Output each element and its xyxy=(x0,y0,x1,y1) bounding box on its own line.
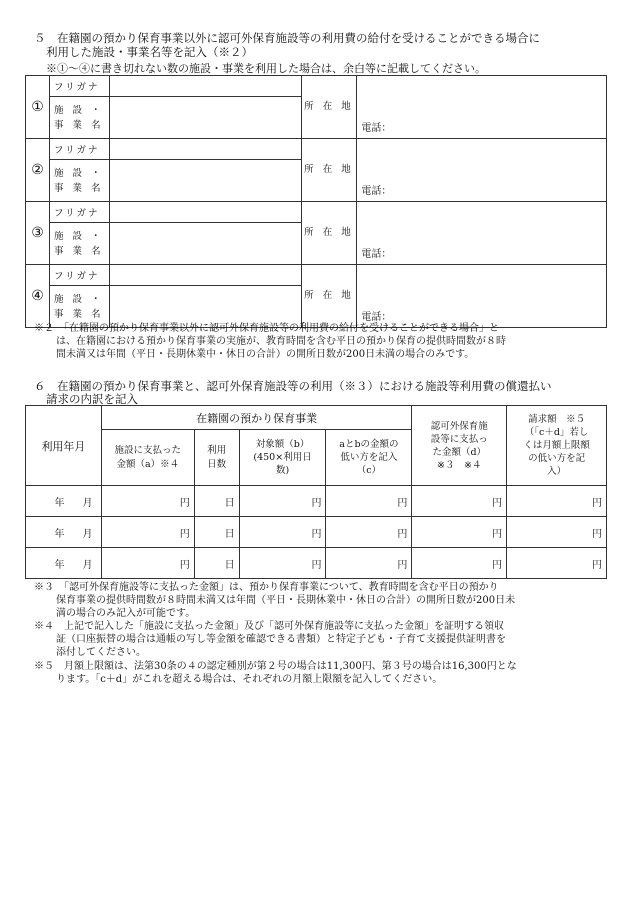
facility-table xyxy=(25,75,607,328)
lower-field[interactable]: 円 xyxy=(326,548,412,579)
section6-title-line1: ６ 在籍園の預かり保育事業と、認可外保育施設等の利用（※３）における施設等利用費の償還払い xyxy=(34,379,552,393)
tel-label: 電話： xyxy=(361,249,392,260)
facility-name-field[interactable] xyxy=(109,97,301,139)
note-line: 保育事業の提供時間数が８時間未満又は年間（平日・長期休業中・休日の合計）の開所日数が200日未 xyxy=(56,595,516,606)
month-field[interactable]: 年 月 xyxy=(26,548,102,579)
header-month: 利用年月 xyxy=(26,406,102,486)
ext-paid-field[interactable]: 円 xyxy=(412,548,507,579)
facility-name-label: 施 設 ・ 事 業 名 xyxy=(49,286,109,328)
facility-name-field[interactable] xyxy=(109,223,301,265)
target-field[interactable]: 円 xyxy=(239,548,326,579)
lower-field[interactable]: 円 xyxy=(326,486,412,517)
month-field[interactable]: 年 月 xyxy=(26,486,102,517)
target-field[interactable]: 円 xyxy=(239,517,326,548)
location-label: 所 在 地 xyxy=(301,139,357,202)
location-field[interactable] xyxy=(357,202,607,265)
header-claim: 請求額 ※５ （「c＋d」若し くは月額上限額 の低い方を記 入） xyxy=(507,406,607,486)
ext-paid-field[interactable]: 円 xyxy=(412,486,507,517)
furigana-field[interactable] xyxy=(109,265,301,286)
section5-title-line1: ５ 在籍園の預かり保育事業以外に認可外保育施設等の利用費の給付を受けることができる場合に xyxy=(34,31,540,45)
days-field[interactable]: 日 xyxy=(194,517,239,548)
header-target: 対象額（b） (450×利用日 数) xyxy=(239,430,326,486)
note2-line2: は、在籍園における預かり保育事業の実施が、教育時間を含む平日の預かり保育の提供時間数が８時 xyxy=(56,336,506,347)
ext-paid-field[interactable]: 円 xyxy=(412,517,507,548)
facility-name-field[interactable] xyxy=(109,286,301,328)
facility-name-label: 施 設 ・ 事 業 名 xyxy=(49,223,109,265)
paid-field[interactable]: 円 xyxy=(101,517,194,548)
location-field[interactable] xyxy=(357,139,607,202)
header-paid: 施設に支払った 金額（a）※４ xyxy=(101,430,194,486)
facility-row-number: ① xyxy=(26,76,50,139)
header-group: 在籍園の預かり保育事業 xyxy=(101,406,411,430)
header-lower: aとbの金額の 低い方を記入 （c） xyxy=(326,430,412,486)
days-field[interactable]: 日 xyxy=(194,548,239,579)
tel-label: 電話： xyxy=(361,312,392,323)
furigana-label: フリガナ xyxy=(49,202,109,223)
note-line: ります。「c＋d」がこれを超える場合は、それぞれの月額上限額を記入してください。 xyxy=(56,674,443,685)
note-line: ※３ 「認可外保育施設等に支払った金額」は、預かり保育事業について、教育時間を含む平日の預かり xyxy=(34,582,499,593)
location-field[interactable] xyxy=(357,76,607,139)
days-field[interactable]: 日 xyxy=(194,486,239,517)
tel-label: 電話： xyxy=(361,186,392,197)
note-line: ※４ 上記で記入した「施設に支払った金額」及び「認可外保育施設等に支払った金額」を証明する領収 xyxy=(34,621,504,632)
furigana-label: フリガナ xyxy=(49,139,109,160)
furigana-label: フリガナ xyxy=(49,76,109,97)
claim-field[interactable]: 円 xyxy=(507,486,607,517)
note-line: 添付してください。 xyxy=(56,647,146,658)
claim-field[interactable]: 円 xyxy=(507,517,607,548)
location-label: 所 在 地 xyxy=(301,265,357,328)
furigana-field[interactable] xyxy=(109,202,301,223)
claim-row xyxy=(26,486,607,517)
tel-label: 電話： xyxy=(361,123,392,134)
location-label: 所 在 地 xyxy=(301,202,357,265)
furigana-field[interactable] xyxy=(109,76,301,97)
month-field[interactable]: 年 月 xyxy=(26,517,102,548)
header-ext: 認可外保育施 設等に支払っ た金額（d） ※３ ※４ xyxy=(412,406,507,486)
target-field[interactable]: 円 xyxy=(239,486,326,517)
note-line: 満の場合のみ記入が可能です。 xyxy=(56,608,196,619)
claim-row xyxy=(26,517,607,548)
facility-row-number: ② xyxy=(26,139,50,202)
location-field[interactable] xyxy=(357,265,607,328)
location-label: 所 在 地 xyxy=(301,76,357,139)
note-line: 証（口座振替の場合は通帳の写し等金額を確認できる書類）と特定子ども・子育て支援提供証明書を xyxy=(56,634,506,645)
note2-line1: ※２ 「在籍園の預かり保育事業以外に認可外保育施設等の利用費の給付を受けることができる場合」と xyxy=(34,323,499,334)
paid-field[interactable]: 円 xyxy=(101,486,194,517)
lower-field[interactable]: 円 xyxy=(326,517,412,548)
section5-sub: ※①～④に書き切れない数の施設・事業を利用した場合は、余白等に記載してください。 xyxy=(46,62,486,75)
facility-row-number: ④ xyxy=(26,265,50,328)
section6-title-line2: 請求の内訳を記入 xyxy=(46,392,138,406)
facility-name-label: 施 設 ・ 事 業 名 xyxy=(49,97,109,139)
claim-field[interactable]: 円 xyxy=(507,548,607,579)
note2-line3: 間未満又は年間（平日・長期休業中・休日の合計）の開所日数が200日未満の場合のみです。 xyxy=(56,349,475,360)
paid-field[interactable]: 円 xyxy=(101,548,194,579)
claim-row xyxy=(26,548,607,579)
section5-title-line2: 利用した施設・事業名等を記入（※２） xyxy=(46,45,253,59)
facility-name-label: 施 設 ・ 事 業 名 xyxy=(49,160,109,202)
claim-table xyxy=(25,405,607,579)
facility-name-field[interactable] xyxy=(109,160,301,202)
note-line: ※５ 月額上限額は、法第30条の４の認定種別が第２号の場合は11,300円、第３号の場合は16,300円とな xyxy=(34,661,517,672)
furigana-label: フリガナ xyxy=(49,265,109,286)
furigana-field[interactable] xyxy=(109,139,301,160)
header-days: 利用 日数 xyxy=(194,430,239,486)
facility-row-number: ③ xyxy=(26,202,50,265)
